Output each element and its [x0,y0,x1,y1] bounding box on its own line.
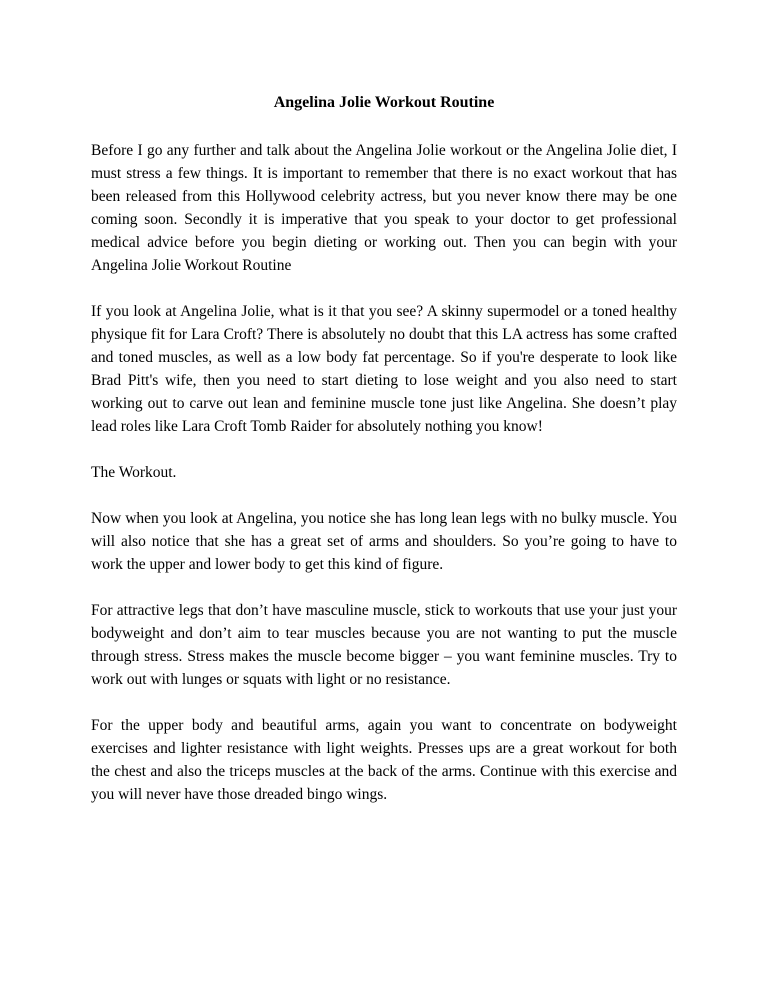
paragraph-overview: Now when you look at Angelina, you notice she has long lean legs with no bulky muscle. You will also notice that she has a great set of arms and shoulders. So you’re going to have to work the upper and lower body to get this kind of figure. [91,510,677,573]
paragraph-legs: For attractive legs that don’t have masculine muscle, stick to workouts that use your just your bodyweight and don’t aim to tear muscles because you are not wanting to put the muscle through stress. Stress makes the muscle become bigger – you want feminine muscles. Try to work out with lunges or squats with light or no resistance. [91,602,677,688]
document-page [91,92,677,829]
paragraph-intro: Before I go any further and talk about the Angelina Jolie workout or the Angelina Jolie diet, I must stress a few things. It is important to remember that there is no exact workout that has been released from this Hollywood celebrity actress, but you never know there may be one coming soon. Secondly it is imperative that you speak to your doctor to get professional medical advice before you begin dieting or working out. Then you can begin with your Angelina Jolie Workout Routine [91,142,677,274]
document-title: Angelina Jolie Workout Routine [273,94,495,111]
paragraph-physique: If you look at Angelina Jolie, what is it that you see? A skinny supermodel or a toned healthy physique fit for Lara Croft? There is absolutely no doubt that this LA actress has some crafted and toned muscles, as well as a low body fat percentage. So if you're desperate to look like Brad Pitt's wife, then you need to start dieting to lose weight and you also need to start working out to carve out lean and feminine muscle tone just like Angelina. She doesn’t play lead roles like Lara Croft Tomb Raider for absolutely nothing you know! [91,303,677,435]
section-heading-workout: The Workout. [91,464,177,481]
paragraph-upper-body: For the upper body and beautiful arms, again you want to concentrate on bodyweight exercises and lighter resistance with light weights. Presses ups are a great workout for both the chest and also the triceps muscles at the back of the arms. Continue with this exercise and you will never have those dreaded bingo wings. [91,717,677,803]
